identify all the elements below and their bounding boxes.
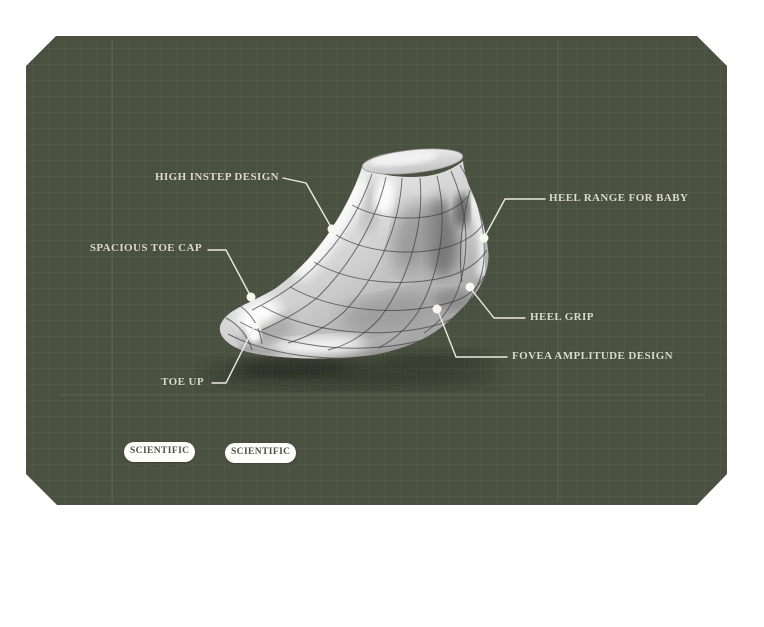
dot-toe-up [253,323,259,329]
callout-heel-grip: HEEL GRIP [530,311,594,323]
badge-scientific-2 [225,443,296,463]
callout-high-instep-design: HIGH INSTEP DESIGN [155,171,279,183]
dot-heel-grip [466,283,475,292]
dot-fovea [433,305,442,314]
callout-toe-up: TOE UP [161,376,204,388]
dot-toe-cap [247,293,256,302]
badge-scientific-2-label: SCIENTIFIC [231,447,291,458]
callout-heel-range-for-baby: HEEL RANGE FOR BABY [549,192,689,204]
badge-scientific-1-label: SCIENTIFIC [130,446,190,457]
dot-heel-range [480,234,489,243]
badge-scientific-1 [124,442,195,462]
callout-spacious-toe-cap: SPACIOUS TOE CAP [89,242,202,254]
callout-fovea-amplitude-design: FOVEA AMPLITUDE DESIGN [512,350,673,362]
dot-high-instep [328,225,337,234]
